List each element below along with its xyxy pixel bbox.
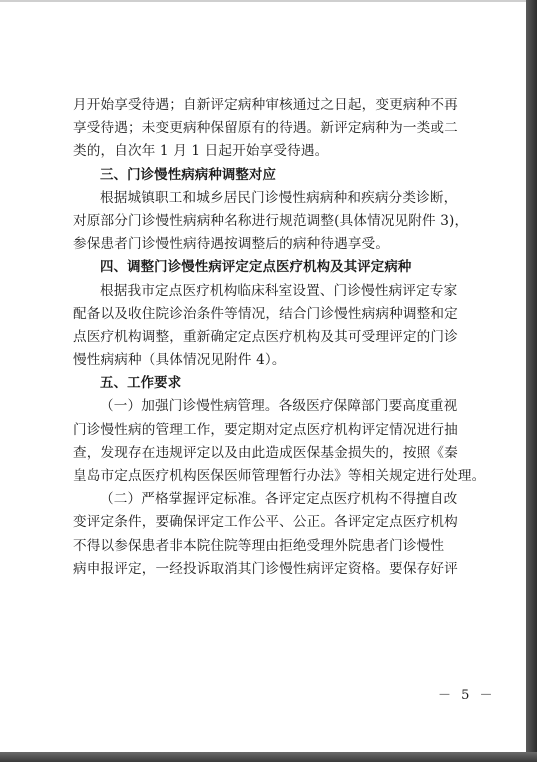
body-line: 病申报评定，一经投诉取消其门诊慢性病评定资格。要保存好评 [73, 560, 458, 577]
body-line: 点医疗机构调整，重新确定定点医疗机构及其可受理评定的门诊 [73, 328, 458, 345]
body-line: 参保患者门诊慢性病待遇按调整后的病种待遇享受。 [73, 236, 390, 253]
section-heading-5: 五、工作要求 [100, 376, 182, 392]
body-line: （一）加强门诊慢性病管理。各级医疗保障部门要高度重视 [100, 398, 458, 415]
section-heading-3: 三、门诊慢性病病种调整对应 [100, 167, 277, 183]
body-line: 根据我市定点医疗机构临床科室设置、门诊慢性病评定专家 [100, 282, 458, 299]
body-line: 对原部分门诊慢性病病种名称进行规范调整(具体情况见附件 3)， [73, 212, 469, 229]
body-line: 变评定条件，要确保评定工作公平、公正。各评定定点医疗机构 [73, 514, 458, 531]
body-line: 慢性病病种（具体情况见附件 4）。 [73, 352, 286, 369]
page-top-edge [0, 0, 526, 2]
body-line: 皇岛市定点医疗机构医保医师管理暂行办法》等相关规定进行处理。 [73, 468, 486, 484]
body-line: 享受待遇；未变更病种保留原有的待遇。新评定病种为一类或二 [73, 120, 458, 137]
section-heading-4: 四、调整门诊慢性病评定定点医疗机构及其评定病种 [100, 260, 412, 276]
page-shadow-right [526, 0, 537, 762]
body-line: 不得以参保患者非本院住院等理由拒绝受理外院患者门诊慢性 [73, 537, 445, 554]
body-line: 门诊慢性病的管理工作，要定期对定点医疗机构评定情况进行抽 [73, 421, 458, 438]
page-number: － 5 － [438, 688, 496, 703]
document-body [73, 94, 486, 581]
body-line: 类的，自次年 1 月 1 日起开始享受待遇。 [73, 143, 329, 160]
body-line: 配备以及收住院诊治条件等情况，结合门诊慢性病病种调整和定 [73, 305, 458, 322]
page-shadow-bottom [0, 752, 537, 762]
body-line: 根据城镇职工和城乡居民门诊慢性病病种和疾病分类诊断， [100, 189, 458, 206]
body-line: （二）严格掌握评定标准。各评定定点医疗机构不得擅自改 [100, 491, 458, 508]
body-line: 查，发现存在违规评定以及由此造成医保基金损失的，按照《秦 [73, 444, 458, 461]
body-line: 月开始享受待遇；自新评定病种审核通过之日起，变更病种不再 [73, 97, 458, 113]
